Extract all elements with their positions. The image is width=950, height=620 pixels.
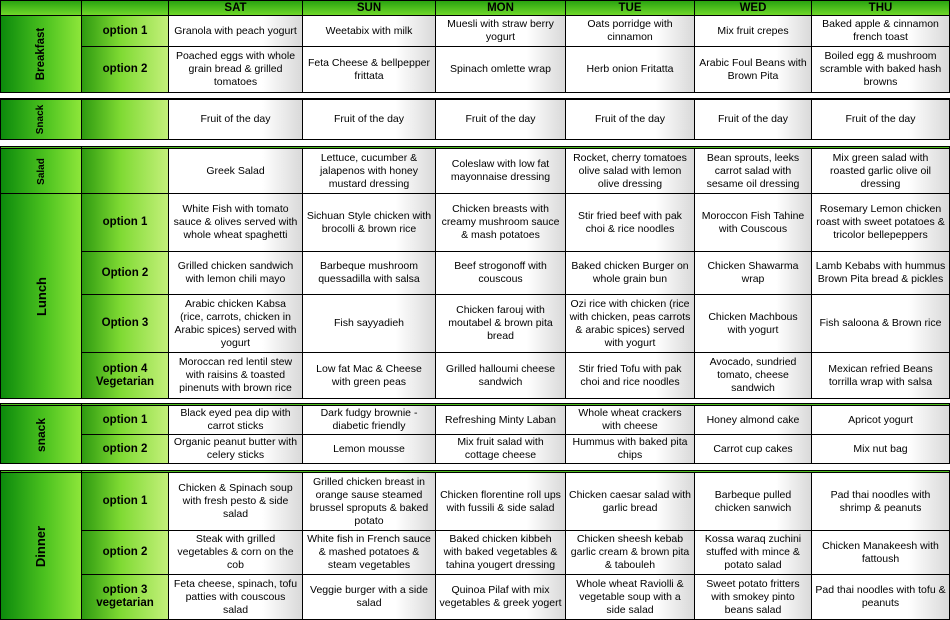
meal-cell: Chicken florentine roll ups with fussili & side salad [436,473,566,531]
snack-2-label: snack [34,417,48,452]
option-label: option 2 [82,435,169,464]
meal-cell: Honey almond cake [695,406,812,435]
meal-cell: Chicken sheesh kebab garlic cream & brown pita & tabouleh [566,531,695,575]
option-label: Option 3 [82,295,169,353]
meal-cell: Feta cheese, spinach, tofu patties with couscous salad [169,575,303,620]
meal-cell: Rosemary Lemon chicken roast with sweet potatoes & tricolor bellepeppers [812,194,950,252]
meal-cell: Organic peanut butter with celery sticks [169,435,303,464]
lunch-label: Lunch [33,276,49,316]
meal-cell: Stir fried beef with pak choi & rice noodles [566,194,695,252]
table-row [0,295,950,353]
meal-cell: Coleslaw with low fat mayonnaise dressing [436,149,566,194]
snack-label: Snack [35,104,47,135]
meal-cell: Barbeque mushroom quessadilla with salsa [303,252,436,295]
meal-cell: Fish saloona & Brown rice [812,295,950,353]
option-label: option 1 [82,194,169,252]
meal-cell: Mexican refried Beans torrilla wrap with salsa [812,353,950,399]
meal-cell: Veggie burger with a side salad [303,575,436,620]
table-row [0,252,950,295]
table-row [0,100,950,140]
option-label: option 1 [82,406,169,435]
header-option-col [82,0,169,16]
meal-cell: Rocket, cherry tomatoes olive salad with lemon olive dressing [566,149,695,194]
meal-cell: Bean sprouts, leeks carrot salad with sesame oil dressing [695,149,812,194]
meal-cell: Lettuce, cucumber & jalapenos with honey mustard dressing [303,149,436,194]
meal-cell: Poached eggs with whole grain bread & grilled tomatoes [169,47,303,93]
meal-cell: Sichuan Style chicken with brocolli & brown rice [303,194,436,252]
meal-cell: Hummus with baked pita chips [566,435,695,464]
meal-cell: Quinoa Pilaf with mix vegetables & greek yogert [436,575,566,620]
meal-cell: Grilled halloumi cheese sandwich [436,353,566,399]
meal-cell: Chicken Machbous with yogurt [695,295,812,353]
breakfast-label: Breakfast [34,27,47,81]
table-row [0,16,950,47]
meal-cell: Moroccon Fish Tahine with Couscous [695,194,812,252]
header-corner [0,0,82,16]
meal-cell: Chicken caesar salad with garlic bread [566,473,695,531]
meal-cell: Grilled chicken sandwich with lemon chili mayo [169,252,303,295]
meal-cell: Sweet potato fritters with smokey pinto beans salad [695,575,812,620]
meal-cell: Fruit of the day [169,100,303,140]
meal-cell: Steak with grilled vegetables & corn on the cob [169,531,303,575]
table-row [0,473,950,531]
meal-cell: Stir fried Tofu with pak choi and rice noodles [566,353,695,399]
meal-cell: Arabic chicken Kabsa (rice, carrots, chicken in Arabic spices) served with yogurt [169,295,303,353]
dinner-label: Dinner [33,525,49,567]
meal-cell: Dark fudgy brownie - diabetic friendly [303,406,436,435]
header-day-mon: MON [436,0,566,16]
option-label [82,100,169,140]
meal-cell: Grilled chicken breast in orange sause steamed brussel sproputs & baked potato [303,473,436,531]
meal-cell: White fish in French sauce & mashed potatoes & steam vegetables [303,531,436,575]
table-row [0,406,950,435]
meal-cell: Pad thai noodles with tofu & peanuts [812,575,950,620]
meal-cell: Oats porridge with cinnamon [566,16,695,47]
meal-cell: Muesli with straw berry yogurt [436,16,566,47]
meal-cell: Weetabix with milk [303,16,436,47]
meal-cell: Boiled egg & mushroom scramble with baked hash browns [812,47,950,93]
meal-cell: Feta Cheese & bellpepper frittata [303,47,436,93]
meal-cell: Fruit of the day [566,100,695,140]
option-label: option 4 Vegetarian [82,353,169,399]
meal-cell: Fruit of the day [436,100,566,140]
meal-cell: Mix green salad with roasted garlic olive oil dressing [812,149,950,194]
table-row [0,531,950,575]
meal-cell: Lamb Kebabs with hummus Brown Pita bread & pickles [812,252,950,295]
table-row [0,149,950,194]
meal-cell: Herb onion Fritatta [566,47,695,93]
meal-cell: Avocado, sundried tomato, cheese sandwich [695,353,812,399]
meal-cell: Apricot yogurt [812,406,950,435]
option-label: option 2 [82,47,169,93]
meal-cell: Greek Salad [169,149,303,194]
option-label: option 1 [82,16,169,47]
meal-cell: Pad thai noodles with shrimp & peanuts [812,473,950,531]
meal-cell: Whole wheat Raviolli & vegetable soup with a side salad [566,575,695,620]
meal-cell: Chicken breasts with creamy mushroom sauce & mash potatoes [436,194,566,252]
meal-cell: Baked chicken Burger on whole grain bun [566,252,695,295]
table-row [0,575,950,620]
meal-cell: Fruit of the day [695,100,812,140]
meal-cell: Barbeque pulled chicken sanwich [695,473,812,531]
meal-cell: Chicken Shawarma wrap [695,252,812,295]
meal-cell: Baked apple & cinnamon french toast [812,16,950,47]
option-label [82,149,169,194]
table-row [0,435,950,464]
meal-cell: White Fish with tomato sauce & olives served with whole wheat spaghetti [169,194,303,252]
meal-cell: Moroccan red lentil stew with raisins & toasted pinenuts with brown rice [169,353,303,399]
header-day-thu: THU [812,0,950,16]
meal-cell: Arabic Foul Beans with Brown Pita [695,47,812,93]
meal-cell: Whole wheat crackers with cheese [566,406,695,435]
meal-cell: Fish sayyadieh [303,295,436,353]
meal-cell: Black eyed pea dip with carrot sticks [169,406,303,435]
meal-cell: Spinach omlette wrap [436,47,566,93]
header-day-tue: TUE [566,0,695,16]
meal-cell: Kossa waraq zuchini stuffed with mince & potato salad [695,531,812,575]
meal-cell: Ozi rice with chicken (rice with chicken, peas carrots & arabic spices) served with yogurt [566,295,695,353]
table-row [0,47,950,93]
meal-cell: Carrot cup cakes [695,435,812,464]
option-label: option 2 [82,531,169,575]
salad-label: Salad [35,157,47,185]
header-day-sat: SAT [169,0,303,16]
meal-cell: Mix fruit crepes [695,16,812,47]
meal-cell: Granola with peach yogurt [169,16,303,47]
meal-cell: Chicken farouj with moutabel & brown pita bread [436,295,566,353]
meal-cell: Low fat Mac & Cheese with green peas [303,353,436,399]
header-day-wed: WED [695,0,812,16]
meal-cell: Chicken Manakeesh with fattoush [812,531,950,575]
meal-cell: Chicken & Spinach soup with fresh pesto & side salad [169,473,303,531]
option-label: option 1 [82,473,169,531]
header-row [0,0,950,16]
meal-cell: Fruit of the day [303,100,436,140]
table-row [0,353,950,399]
meal-cell: Mix fruit salad with cottage cheese [436,435,566,464]
meal-cell: Fruit of the day [812,100,950,140]
meal-cell: Mix nut bag [812,435,950,464]
meal-cell: Lemon mousse [303,435,436,464]
option-label: option 3 vegetarian [82,575,169,620]
meal-cell: Beef strogonoff with couscous [436,252,566,295]
option-label: Option 2 [82,252,169,295]
header-day-sun: SUN [303,0,436,16]
meal-cell: Refreshing Minty Laban [436,406,566,435]
meal-cell: Baked chicken kibbeh with baked vegetables & tahina yougert dressing [436,531,566,575]
table-row [0,194,950,252]
